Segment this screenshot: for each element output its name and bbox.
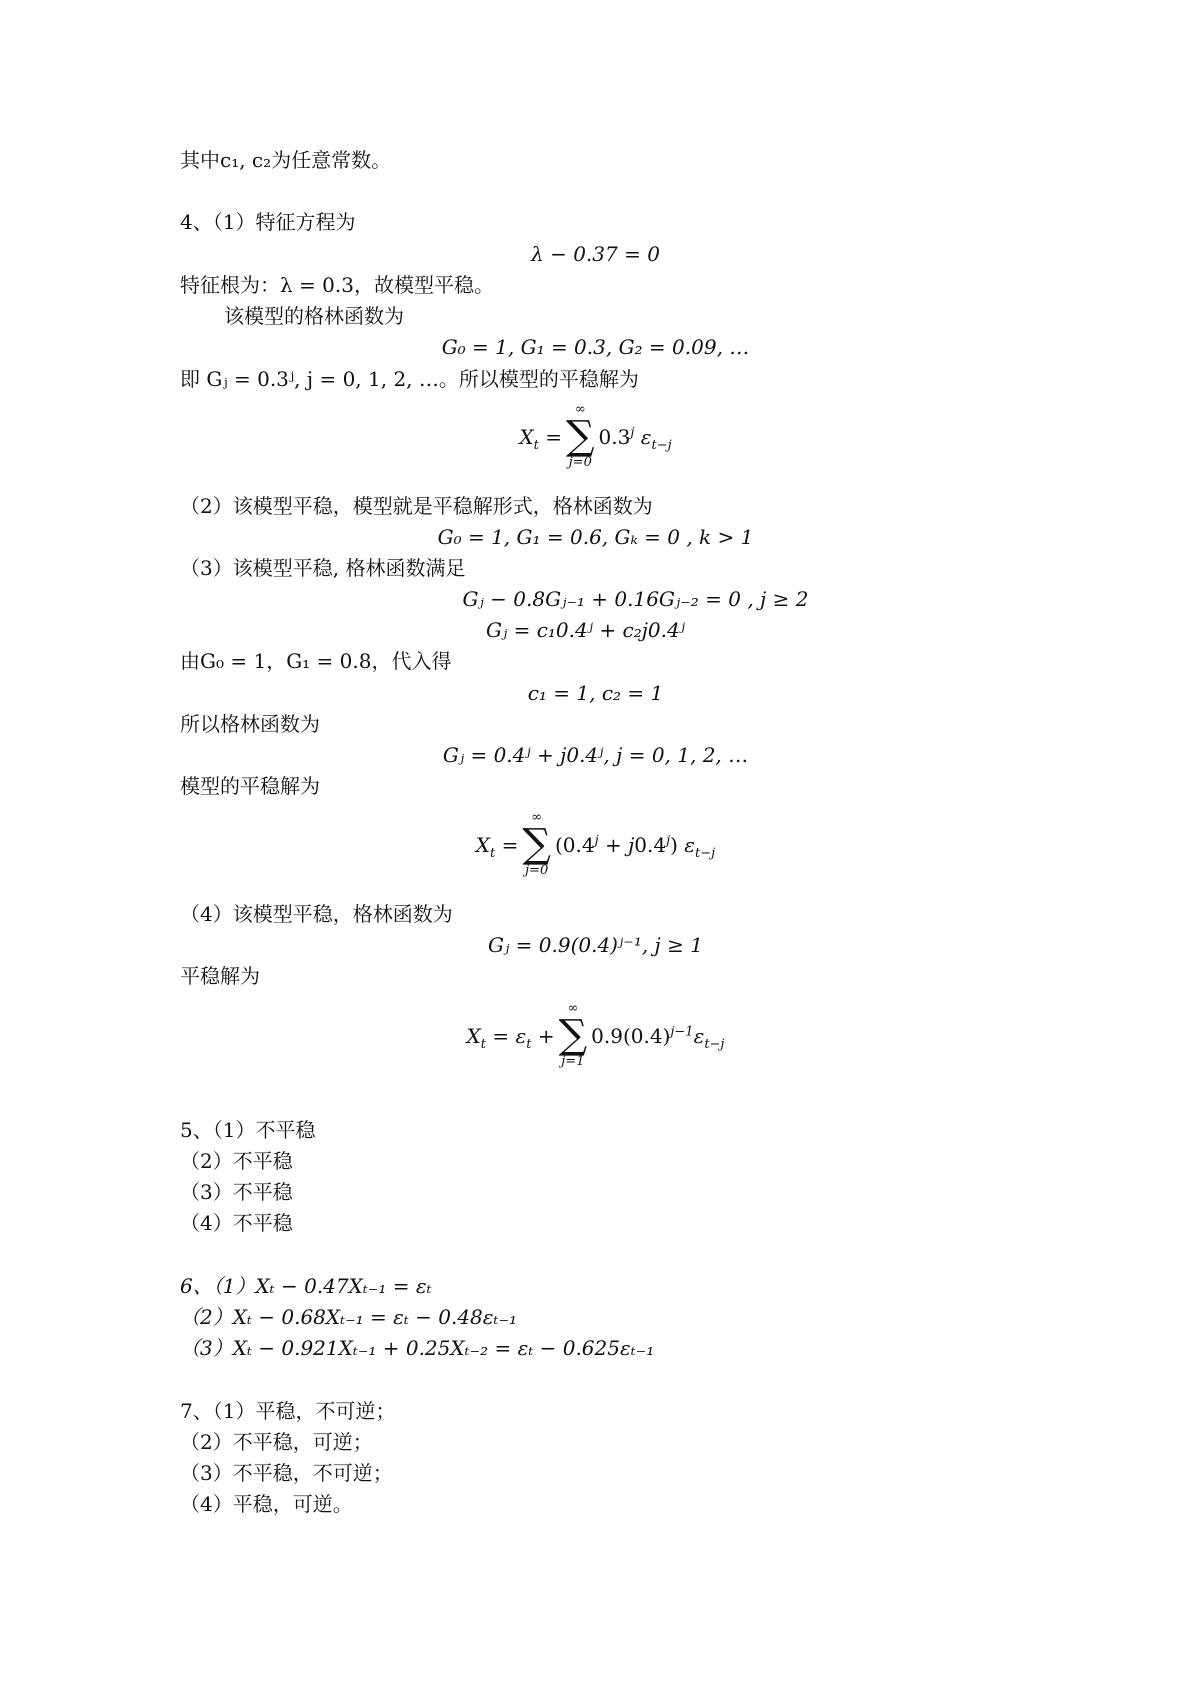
section-5-line-2: （2）不平稳 (180, 1149, 293, 1173)
section-7-line-3: （3）不平稳，不可逆； (180, 1461, 393, 1485)
char-root-text: 特征根为：λ = 0.3，故模型平稳。 (180, 273, 494, 297)
part-3-initial: 由G₀ = 1，G₁ = 0.8，代入得 (180, 649, 452, 673)
summation-symbol: ∞ ∑ j=0 (565, 402, 595, 470)
stationary-solution-4: $X_t = \varepsilon_t$ + ∞ ∑ j=1 $0.9(0.4)^{j-1}\varepsilon_{t-j}$ (466, 1001, 725, 1069)
section-4-heading: 4、（1）特征方程为 (180, 210, 356, 234)
part-3-general: Gⱼ = c₁0.4ʲ + c₂j0.4ʲ (485, 618, 686, 642)
section-6-line-2: （2）Xₜ − 0.68Xₜ₋₁ = εₜ − 0.48εₜ₋₁ (180, 1305, 518, 1329)
char-equation: λ − 0.37 = 0 (531, 242, 660, 266)
part-4-green: Gⱼ = 0.9(0.4)ʲ⁻¹, j ≥ 1 (488, 933, 703, 957)
section-6-line-3: （3）Xₜ − 0.921Xₜ₋₁ + 0.25Xₜ₋₂ = εₜ − 0.625εₜ₋₁ (180, 1336, 655, 1360)
part-4-text: （4）该模型平稳，格林函数为 (180, 902, 453, 926)
part-3-so: 所以格林函数为 (180, 712, 320, 736)
green-values: G₀ = 1, G₁ = 0.3, G₂ = 0.09, … (441, 335, 750, 359)
section-7-line-4: （4）平稳，可逆。 (180, 1492, 353, 1516)
constants-note: 其中c₁, c₂为任意常数。 (180, 148, 392, 172)
section-7-line-1: 7、（1）平稳，不可逆； (180, 1399, 396, 1423)
section-7-line-2: （2）不平稳，可逆； (180, 1430, 373, 1454)
part-2-text: （2）该模型平稳，模型就是平稳解形式，格林函数为 (180, 494, 653, 518)
green-function-intro: 该模型的格林函数为 (224, 304, 404, 328)
part-3-solution-intro: 模型的平稳解为 (180, 774, 320, 798)
part-4-solution-intro: 平稳解为 (180, 964, 260, 988)
stationary-solution-3: $X_t$ = ∞ ∑ j=0 $(0.4^j + j0.4^j)$ $\varepsilon_{t-j}$ (475, 810, 716, 878)
stationary-solution-1: $X_t$ = ∞ ∑ j=0 0.3$^j$ $\varepsilon_{t-j}$ (519, 402, 672, 470)
summation-symbol: ∞ ∑ j=1 (558, 1001, 588, 1069)
part-2-green: G₀ = 1, G₁ = 0.6, Gₖ = 0 , k > 1 (437, 525, 754, 549)
section-5-line-3: （3）不平稳 (180, 1180, 293, 1204)
part-3-green: Gⱼ = 0.4ʲ + j0.4ʲ, j = 0, 1, 2, … (442, 743, 749, 767)
summation-symbol: ∞ ∑ j=0 (522, 810, 551, 878)
section-5-line-1: 5、（1）不平稳 (180, 1118, 316, 1142)
part-3-recursion: Gⱼ − 0.8Gⱼ₋₁ + 0.16Gⱼ₋₂ = 0 , j ≥ 2 (462, 587, 809, 611)
part-3-text: （3）该模型平稳, 格林函数满足 (180, 556, 466, 580)
green-general: 即 Gⱼ = 0.3ʲ, j = 0, 1, 2, …。所以模型的平稳解为 (180, 367, 639, 391)
section-5-line-4: （4）不平稳 (180, 1211, 293, 1235)
section-6-line-1: 6、（1）Xₜ − 0.47Xₜ₋₁ = εₜ (180, 1274, 432, 1298)
part-3-constants: c₁ = 1, c₂ = 1 (527, 681, 664, 705)
